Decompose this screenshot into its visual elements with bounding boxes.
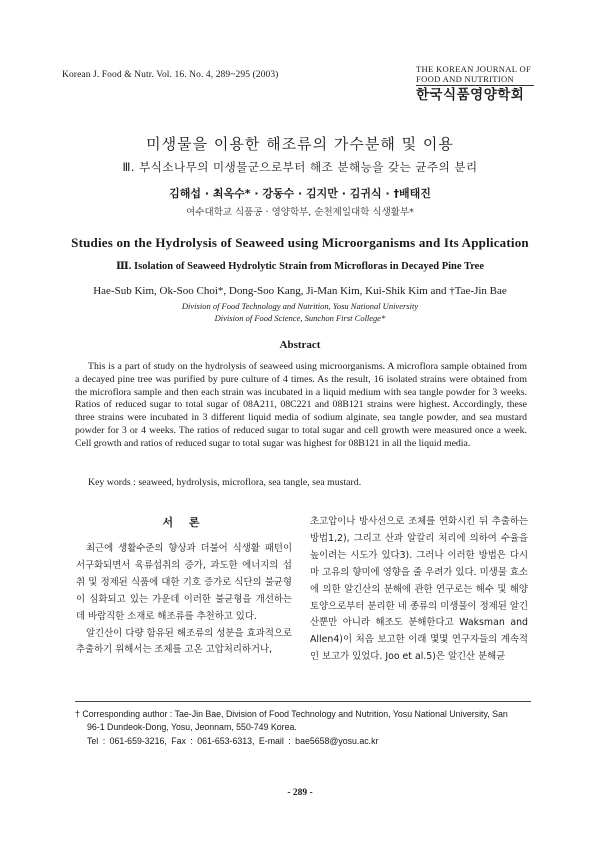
logo-divider bbox=[416, 85, 534, 86]
intro-paragraph-continued: 초고압이나 방사선으로 조체를 연화시킨 뒤 추출하는 방법1,2), 그리고 산과 알칼리 처리에 의하여 수율을 높이려는 시도가 있다3). 그러나 이러한 방법은 다시마 고유의 향미에 영향을 줄 우려가 있다. 미생물 효소에 의한 알긴산의 분해에 관한 연구로는 해수 및 해양토양으로부터 분리한 네 종류의 미생물이 정제된 알긴산뿐만 아니라 해조도 분해한다고 Waksman and Allen4)이 처음 보고한 이래 몇몇 연구자들의 계속적인 보고가 있었다. Joo et al.5)은 알긴산 분해균 bbox=[310, 516, 528, 663]
korean-authors: 김해섭 · 최옥수* · 강동수 · 김지만 · 김귀식 · †배태진 bbox=[169, 187, 431, 200]
english-affiliation-2: Division of Food Science, Sunchon First College* bbox=[214, 313, 386, 323]
english-subtitle: Ⅲ. Isolation of Seaweed Hydrolytic Strain from Microfloras in Decayed Pine Tree bbox=[116, 261, 484, 272]
intro-paragraph-2: 알긴산이 다량 함유된 해조류의 성분을 효과적으로 추출하기 위해서는 조체를 고온 고압처리하거나, bbox=[76, 627, 292, 656]
left-column bbox=[76, 541, 292, 659]
footnote-contact: Tel : 061-659-3216, Fax : 061-653-6313, E-mail : bae5658@yosu.ac.kr bbox=[87, 736, 379, 746]
footnote-line-2: 96-1 Dundeok-Dong, Yosu, Jeonnam, 550-749 Korea. bbox=[87, 721, 297, 732]
section-heading-introduction: 서 론 bbox=[162, 516, 206, 529]
right-column bbox=[310, 514, 528, 666]
journal-logo bbox=[416, 64, 538, 104]
korean-subtitle: Ⅲ. 부식소나무의 미생물군으로부터 해조 분해능을 갖는 균주의 분리 bbox=[122, 160, 478, 174]
english-title: Studies on the Hydrolysis of Seaweed using Microorganisms and Its Application bbox=[71, 235, 529, 250]
journal-name-en-line1: THE KOREAN JOURNAL OF bbox=[416, 64, 532, 74]
journal-name-en-line2: FOOD AND NUTRITION bbox=[416, 74, 515, 84]
page-number: - 289 - bbox=[287, 788, 313, 798]
english-authors: Hae-Sub Kim, Ok-Soo Choi*, Dong-Soo Kang, Ji-Man Kim, Kui-Shik Kim and †Tae-Jin Bae bbox=[93, 285, 507, 297]
keywords: Key words : seaweed, hydrolysis, microflora, sea tangle, sea mustard. bbox=[88, 477, 362, 488]
abstract-heading: Abstract bbox=[279, 339, 321, 351]
english-affiliation-1: Division of Food Technology and Nutrition, Yosu National University bbox=[181, 301, 419, 311]
footnote-line-1: † Corresponding author : Tae-Jin Bae, Division of Food Technology and Nutrition, Yosu National University, San bbox=[75, 709, 508, 719]
korean-title: 미생물을 이용한 해조류의 가수분해 및 이용 bbox=[146, 135, 454, 153]
korean-affiliation: 여수대학교 식품공 · 영양학부, 순천제일대학 식생활부* bbox=[186, 207, 414, 218]
journal-name-kr: 한국식품영양학회 bbox=[416, 87, 525, 103]
intro-paragraph-1: 최근에 생활수준의 향상과 더불어 식생활 패턴이 서구화되면서 육류섭취의 증가, 과도한 에너지의 섭취 및 정제된 식품에 대한 기호 증가로 식단의 불균형이 심화되고 있는 가운데 이러한 불균형을 개선하는 데 바람직한 소재로 해조류를 추천하고 있다. bbox=[76, 543, 292, 622]
citation-line: Korean J. Food & Nutr. Vol. 16. No. 4, 289~295 (2003) bbox=[62, 70, 279, 80]
footnote bbox=[75, 708, 535, 748]
footnote-divider bbox=[75, 701, 531, 702]
abstract-body: This is a part of study on the hydrolysis of seaweed using microorganisms. A microflora sample obtained from a decayed pine tree was purified by pure culture of 4 times. As the result, 16 isolated strains were obtained from the microflora sample and then each strain was incubated in a liquid medium with sea tangle powder for 3 weeks. Ratios of reduced sugar to total sugar of 08A211, 08C221 and 08B121 strains were highest. Accordingly, these three strains were incubated in 3 different liquid media of sodium alginate, sea tangle powder, and sea mustard powder for 3 or 4 weeks. The ratios of reduced sugar to total sugar and cell growth were measured once a week. Cell growth and ratios of reduced sugar to total sugar was highest for 08B121 in all the liquid media. bbox=[75, 361, 527, 449]
